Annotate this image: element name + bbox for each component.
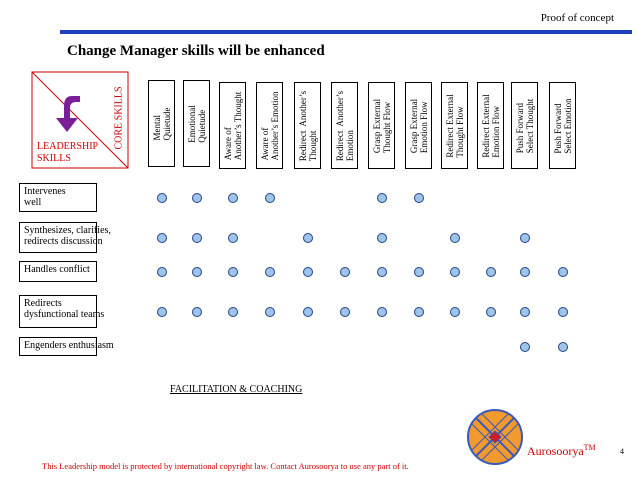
matrix-dot: [192, 233, 202, 243]
matrix-dot: [486, 267, 496, 277]
matrix-dot: [377, 267, 387, 277]
matrix-dot: [558, 267, 568, 277]
matrix-dot: [192, 267, 202, 277]
column-header-label: Aware of Another’s Thought: [222, 91, 243, 160]
matrix-dot: [520, 233, 530, 243]
brand-name: [527, 443, 596, 459]
matrix-dot: [157, 307, 167, 317]
matrix-dot: [303, 307, 313, 317]
matrix-dot: [450, 307, 460, 317]
header-rule: [60, 30, 632, 34]
row-header: Engenders enthusiasm: [19, 337, 97, 356]
row-header: Synthesizes, clarifies, redirects discussion: [19, 222, 97, 253]
row-header: Handles conflict: [19, 261, 97, 282]
aurosoorya-logo-icon: [466, 408, 524, 466]
matrix-dot: [377, 233, 387, 243]
matrix-dot: [558, 342, 568, 352]
column-header-label: Push Forward Select Emotion: [552, 97, 573, 154]
matrix-dot: [414, 307, 424, 317]
matrix-dot: [265, 193, 275, 203]
matrix-dot: [265, 267, 275, 277]
matrix-dot: [157, 193, 167, 203]
matrix-dot: [520, 267, 530, 277]
matrix-dot: [486, 307, 496, 317]
facilitation-coaching-label: FACILITATION & COACHING: [170, 384, 303, 395]
column-header-label: Redirect External Thought Flow: [444, 93, 465, 158]
matrix-dot: [228, 307, 238, 317]
brand-text: Aurosoorya: [527, 444, 584, 458]
matrix-dot: [340, 307, 350, 317]
matrix-dot: [340, 267, 350, 277]
core-skills-label: CORE SKILLS: [113, 86, 125, 150]
column-header-label: Redirect External Emotion Flow: [480, 93, 501, 158]
matrix-dot: [228, 267, 238, 277]
matrix-dot: [377, 193, 387, 203]
column-header: [405, 82, 432, 169]
column-header-label: Grasp External Thought Flow: [371, 98, 392, 153]
matrix-dot: [450, 233, 460, 243]
page-number: 4: [620, 447, 624, 456]
matrix-dot: [520, 307, 530, 317]
column-header: [331, 82, 358, 169]
copyright-notice: This Leadership model is protected by international copyright law. Contact Aurosoorya to use any part of it.: [42, 461, 409, 471]
matrix-dot: [377, 307, 387, 317]
column-header-label: Grasp External Emotion Flow: [408, 98, 429, 153]
column-header-label: Aware of Another’s Emotion: [259, 90, 280, 161]
column-header-label: Emotional Quietude: [186, 104, 207, 143]
column-header: [294, 82, 321, 169]
matrix-dot: [414, 193, 424, 203]
leadership-skills-label: LEADERSHIP SKILLS: [37, 141, 99, 164]
row-header: Intervenes well: [19, 183, 97, 212]
matrix-dot: [265, 307, 275, 317]
column-header: [148, 80, 175, 167]
matrix-dot: [157, 233, 167, 243]
column-header-label: Mental Quietude: [151, 107, 172, 140]
matrix-dot: [192, 193, 202, 203]
column-header: [511, 82, 538, 169]
matrix-dot: [414, 267, 424, 277]
column-header-label: Redirect Another’s Thought: [297, 90, 318, 161]
matrix-dot: [192, 307, 202, 317]
column-header: [477, 82, 504, 169]
matrix-dot: [157, 267, 167, 277]
matrix-dot: [228, 193, 238, 203]
matrix-dot: [303, 233, 313, 243]
column-header: [441, 82, 468, 169]
column-header: [219, 82, 246, 169]
matrix-dot: [450, 267, 460, 277]
trademark-mark: TM: [583, 443, 596, 452]
row-header: Redirects dysfunctional teams: [19, 295, 97, 328]
page-title: Change Manager skills will be enhanced: [67, 43, 325, 59]
matrix-dot: [303, 267, 313, 277]
proof-of-concept-label: Proof of concept: [540, 12, 614, 24]
column-header-label: Redirect Another’s Emotion: [334, 90, 355, 161]
core-skills-wrap: [112, 78, 126, 158]
column-header: [183, 80, 210, 167]
matrix-dot: [228, 233, 238, 243]
column-header-label: Push Forward Select Thought: [514, 98, 535, 153]
column-header: [549, 82, 576, 169]
column-header: [256, 82, 283, 169]
matrix-dot: [520, 342, 530, 352]
matrix-dot: [558, 307, 568, 317]
column-header: [368, 82, 395, 169]
